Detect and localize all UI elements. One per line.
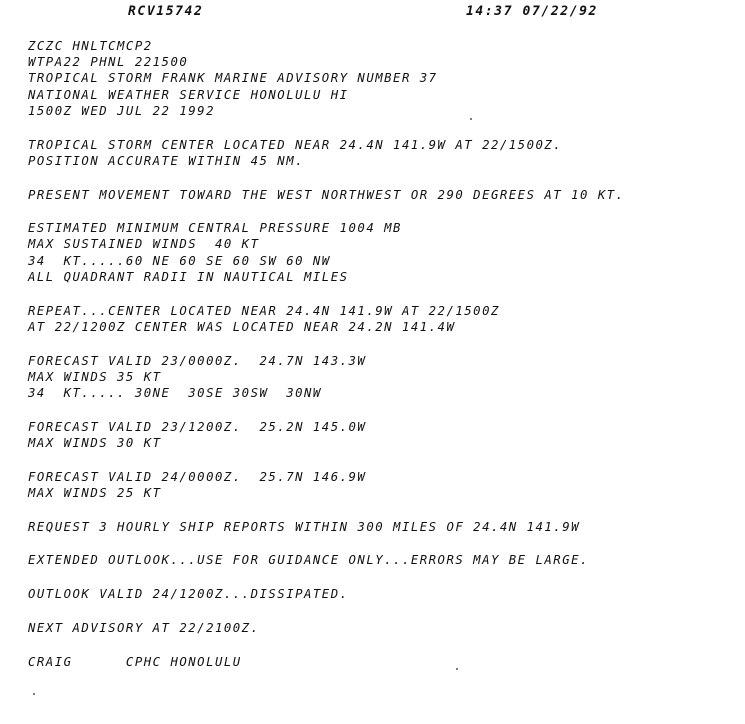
advisory-paragraph xyxy=(28,552,738,568)
advisory-line: OUTLOOK VALID 24/1200Z...DISSIPATED. xyxy=(28,587,349,602)
advisory-paragraph xyxy=(28,586,738,602)
advisory-paragraph xyxy=(28,303,738,335)
advisory-line: ALL QUADRANT RADII IN NAUTICAL MILES xyxy=(28,269,349,284)
advisory-line: TROPICAL STORM FRANK MARINE ADVISORY NUMBER 37 xyxy=(28,71,438,86)
advisory-line: TROPICAL STORM CENTER LOCATED NEAR 24.4N 141.9W AT 22/1500Z. xyxy=(28,137,563,152)
advisory-line: WTPA22 PHNL 221500 xyxy=(28,55,189,70)
advisory-paragraph xyxy=(28,187,738,203)
advisory-line: 34 KT.....60 NE 60 SE 60 SW 60 NW xyxy=(28,253,331,268)
advisory-paragraph xyxy=(28,353,738,402)
advisory-paragraph xyxy=(28,220,738,285)
advisory-paragraph xyxy=(28,519,738,535)
speck-mark xyxy=(33,693,35,695)
advisory-paragraph xyxy=(28,419,738,451)
advisory-paragraph xyxy=(28,38,738,119)
advisory-line: AT 22/1200Z CENTER WAS LOCATED NEAR 24.2N 141.4W xyxy=(28,319,456,334)
advisory-line: ZCZC HNLTCMCP2 xyxy=(28,39,153,53)
advisory-line: PRESENT MOVEMENT TOWARD THE WEST NORTHWEST OR 290 DEGREES AT 10 KT. xyxy=(28,187,625,202)
advisory-line: 34 KT..... 30NE 30SE 30SW 30NW xyxy=(28,385,322,400)
advisory-line: EXTENDED OUTLOOK...USE FOR GUIDANCE ONLY...ERRORS MAY BE LARGE. xyxy=(28,553,589,568)
speck-mark xyxy=(470,118,472,120)
advisory-line: REPEAT...CENTER LOCATED NEAR 24.4N 141.9W AT 22/1500Z xyxy=(28,303,500,318)
advisory-line: FORECAST VALID 23/1200Z. 25.2N 145.0W xyxy=(28,419,367,434)
advisory-line: FORECAST VALID 23/0000Z. 24.7N 143.3W xyxy=(28,353,367,368)
advisory-paragraph xyxy=(28,654,738,670)
advisory-line: REQUEST 3 HOURLY SHIP REPORTS WITHIN 300 MILES OF 24.4N 141.9W xyxy=(28,519,581,534)
speck-mark xyxy=(456,668,458,670)
advisory-paragraph xyxy=(28,469,738,501)
advisory-paragraph xyxy=(28,137,738,169)
advisory-line: 1500Z WED JUL 22 1992 xyxy=(28,103,215,118)
advisory-line: MAX WINDS 25 KT xyxy=(28,485,162,500)
advisory-line: CRAIG CPHC HONOLULU xyxy=(28,654,242,669)
advisory-line: NEXT ADVISORY AT 22/2100Z. xyxy=(28,621,260,636)
received-timestamp: 14:37 07/22/92 xyxy=(466,4,598,19)
station-id: RCV15742 xyxy=(128,4,204,19)
advisory-line: FORECAST VALID 24/0000Z. 25.7N 146.9W xyxy=(28,469,367,484)
advisory-line: MAX WINDS 35 KT xyxy=(28,369,162,384)
advisory-line: MAX SUSTAINED WINDS 40 KT xyxy=(28,237,260,252)
advisory-body xyxy=(28,38,738,670)
advisory-line: ESTIMATED MINIMUM CENTRAL PRESSURE 1004 MB xyxy=(28,221,402,236)
advisory-paragraph xyxy=(28,620,738,636)
advisory-line: MAX WINDS 30 KT xyxy=(28,435,162,450)
advisory-line: POSITION ACCURATE WITHIN 45 NM. xyxy=(28,153,305,168)
advisory-line: NATIONAL WEATHER SERVICE HONOLULU HI xyxy=(28,87,349,102)
